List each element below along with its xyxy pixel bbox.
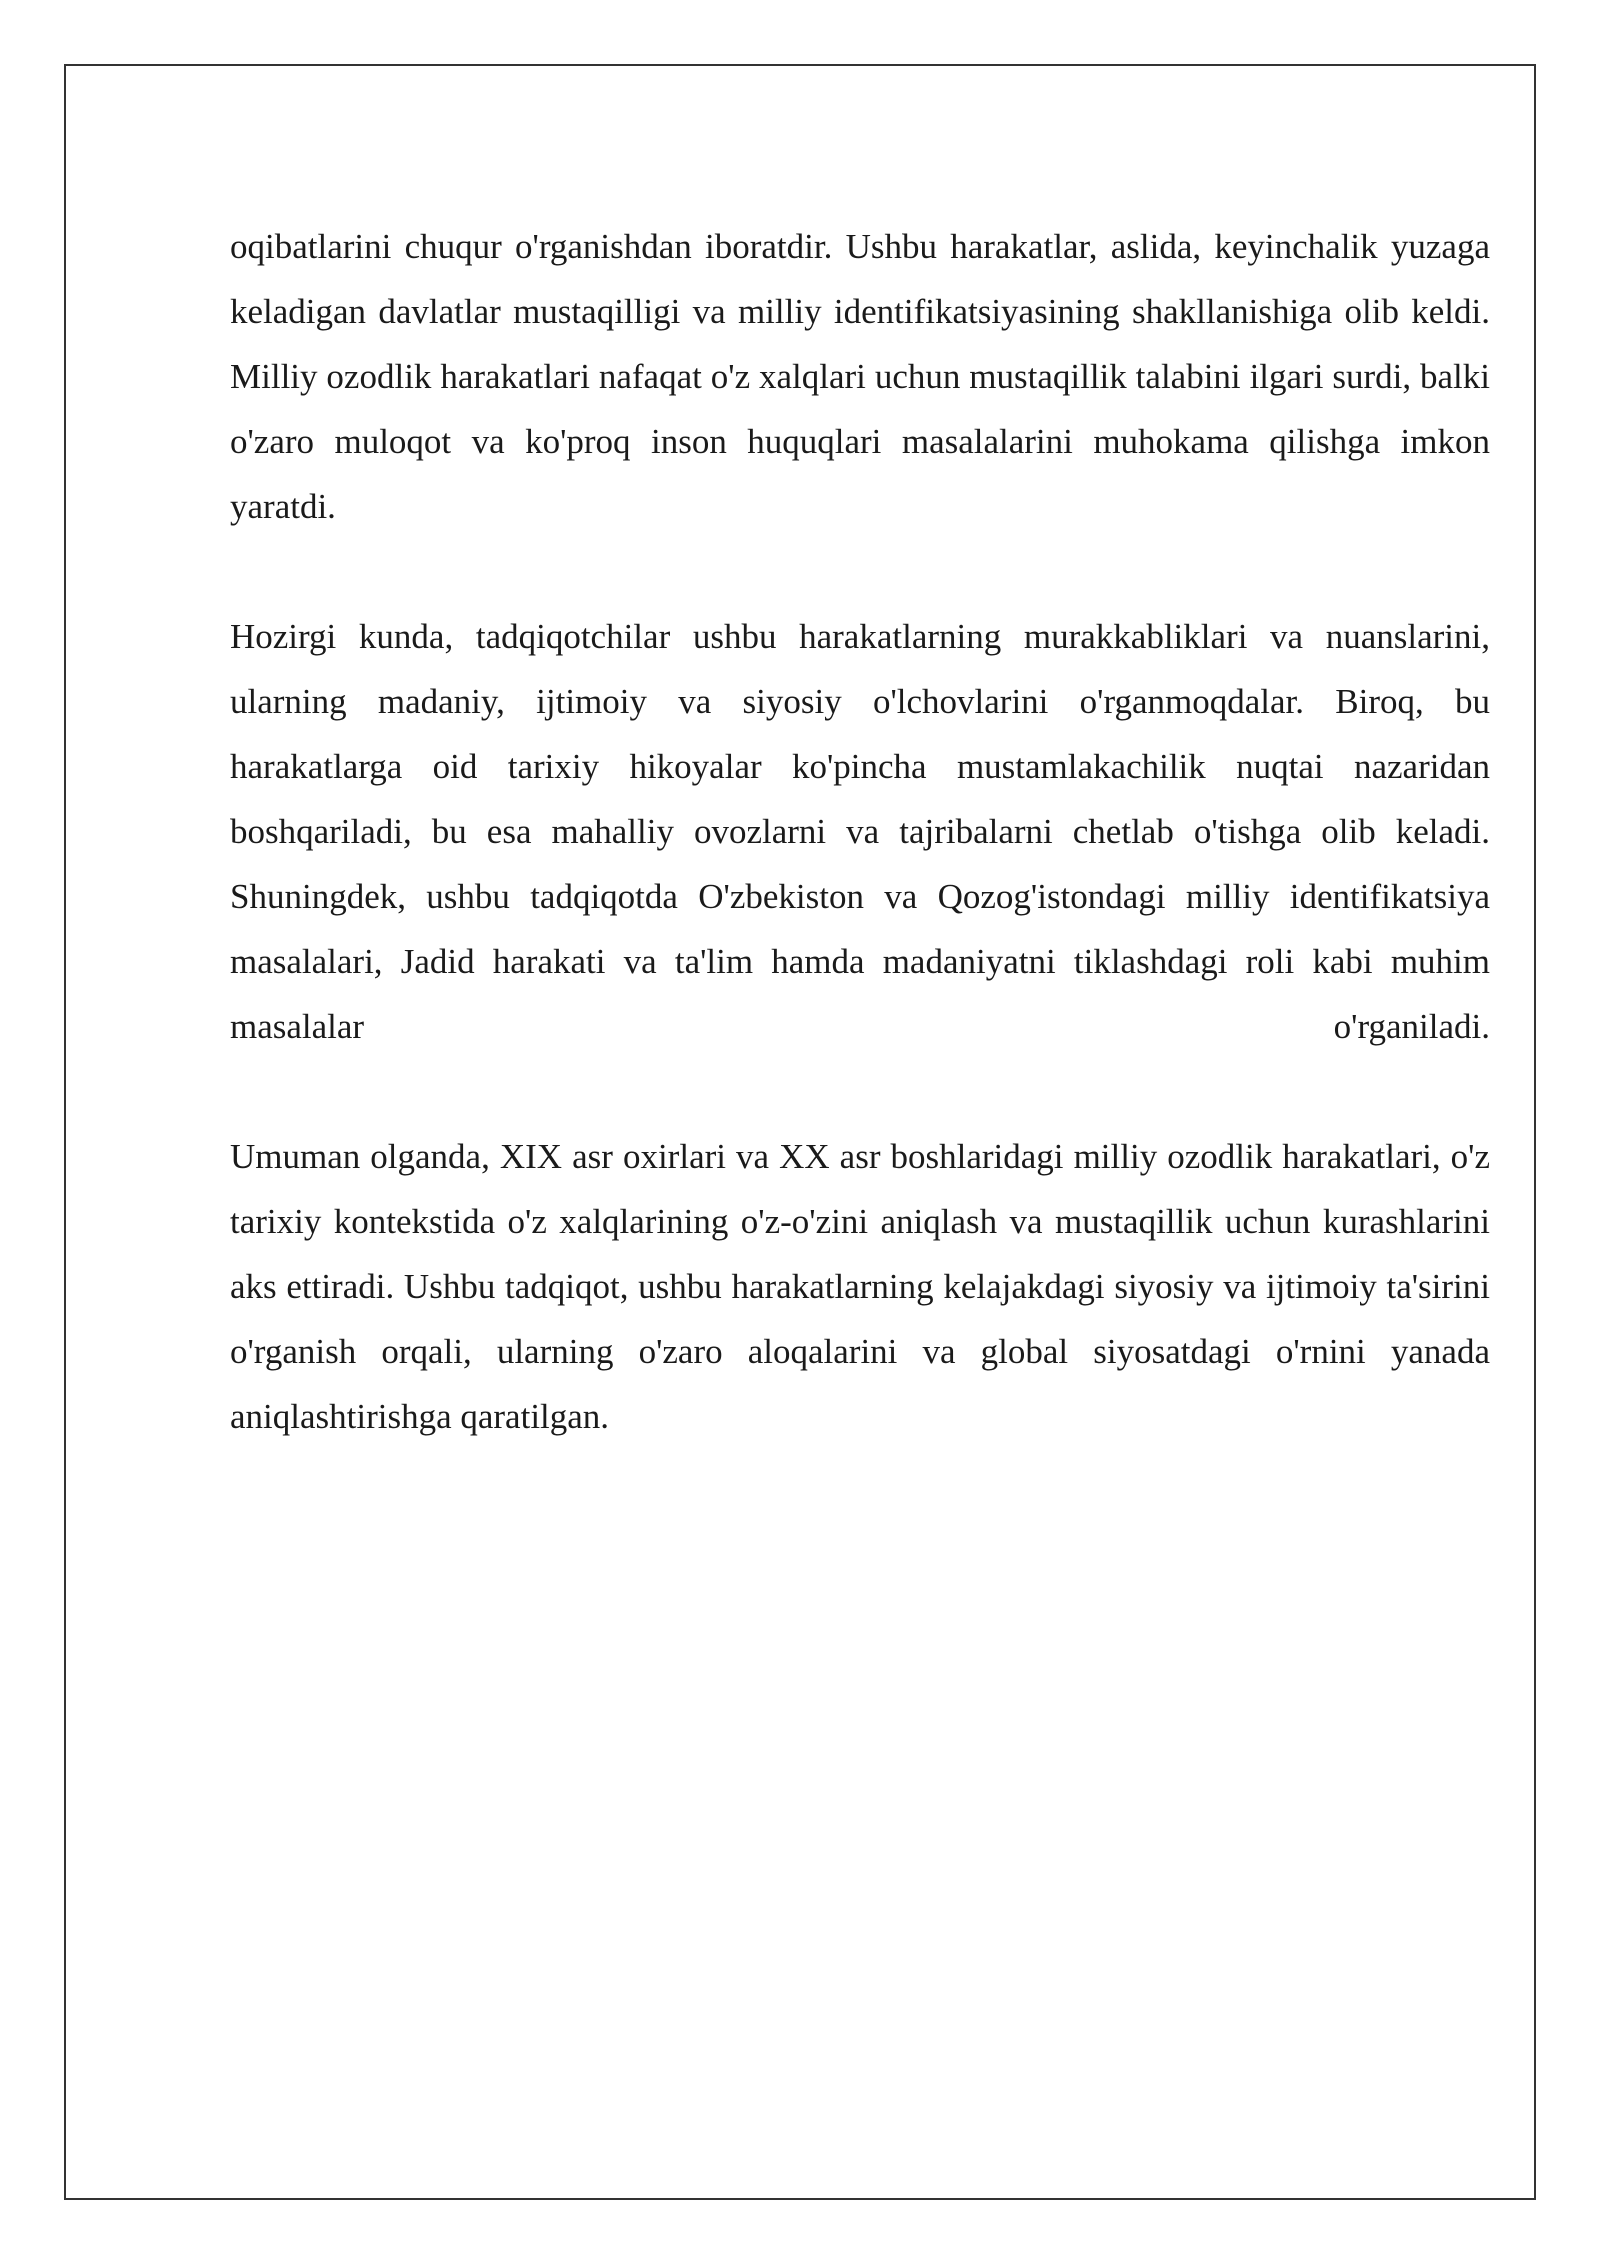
paragraph-3: Umuman olganda, XIX asr oxirlari va XX asr boshlaridagi milliy ozodlik harakatlari, o'z tarixiy kontekstida o'z xalqlarining o'z-o'zini aniqlash va mustaqillik uchun kurashlarini aks ettiradi. Ushbu tadqiqot, ushbu harakatlarning kelajakdagi siyosiy va ijtimoiy ta'sirini o'rganish orqali, ularning o'zaro aloqalarini va global siyosatdagi o'rnini yanada aniqlashtirishga qaratilgan.: [230, 1137, 1490, 1436]
paragraph-1: oqibatlarini chuqur o'rganishdan iboratdir. Ushbu harakatlar, aslida, keyinchalik yuzaga keladigan davlatlar mustaqilligi va milliy identifikatsiyasining shakllanishiga olib keldi. Milliy ozodlik harakatlari nafaqat o'z xalqlari uchun mustaqillik talabini ilgari surdi, balki o'zaro muloqot va ko'proq inson huquqlari masalalarini muhokama qilishga imkon yaratdi.: [230, 227, 1490, 526]
paragraph-2: Hozirgi kunda, tadqiqotchilar ushbu harakatlarning murakkabliklari va nuanslarini, ularning madaniy, ijtimoiy va siyosiy o'lchovlarini o'rganmoqdalar. Biroq, bu harakatlarga oid tarixiy hikoyalar ko'pincha mustamlakachilik nuqtai nazaridan boshqariladi, bu esa mahalliy ovozlarni va tajribalarni chetlab o'tishga olib keladi. Shuningdek, ushbu tadqiqotda O'zbekiston va Qozog'istondagi milliy identifikatsiya masalalari, Jadid harakati va ta'lim hamda madaniyatni tiklashdagi roli kabi muhim masalalar o'rganiladi.: [230, 617, 1490, 1046]
page-frame: [64, 64, 1536, 2200]
document-body: [230, 214, 1490, 1514]
